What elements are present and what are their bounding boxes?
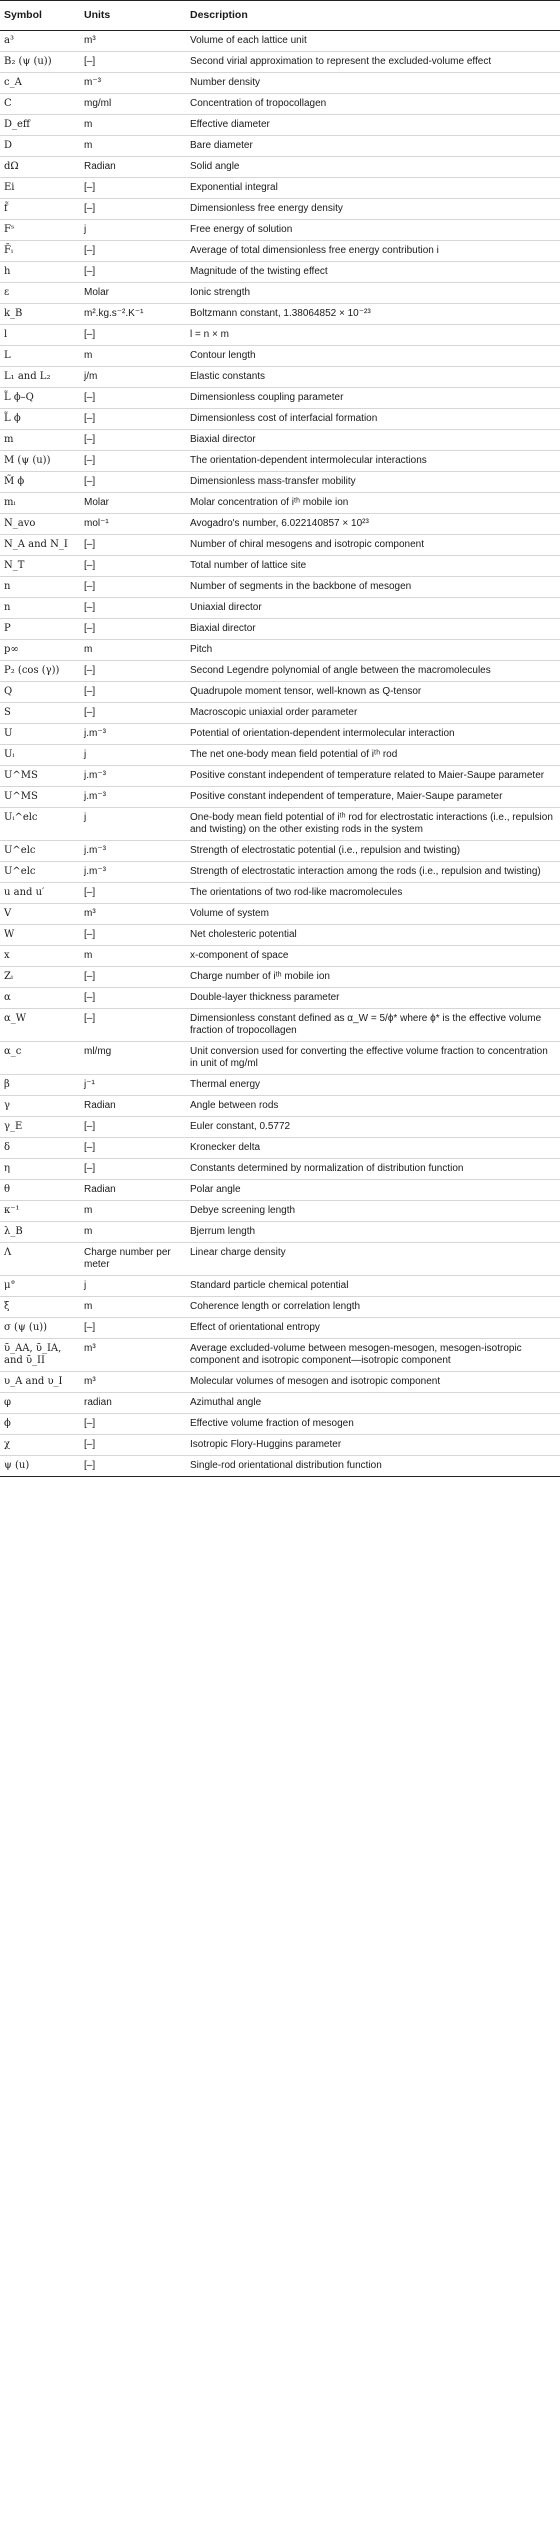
description-cell: The orientations of two rod-like macromolecules: [186, 883, 560, 904]
table-row: [0, 703, 560, 724]
units-cell: [–]: [80, 52, 186, 73]
description-cell: Concentration of tropocollagen: [186, 94, 560, 115]
table-row: [0, 1042, 560, 1075]
table-row: [0, 787, 560, 808]
symbol-cell: Λ: [0, 1243, 80, 1276]
table-row: [0, 31, 560, 52]
symbol-cell: U^elc: [0, 841, 80, 862]
symbol-cell: ε: [0, 283, 80, 304]
description-cell: Second Legendre polynomial of angle between the macromolecules: [186, 661, 560, 682]
units-cell: radian: [80, 1393, 186, 1414]
symbol-cell: h: [0, 262, 80, 283]
table-row: [0, 1222, 560, 1243]
symbol-cell: n: [0, 598, 80, 619]
symbol-cell: Zᵢ: [0, 967, 80, 988]
table-row: [0, 1456, 560, 1477]
description-cell: Elastic constants: [186, 367, 560, 388]
description-cell: Single-rod orientational distribution function: [186, 1456, 560, 1477]
table-row: [0, 346, 560, 367]
symbol-cell: D_eff: [0, 115, 80, 136]
units-cell: mg/ml: [80, 94, 186, 115]
table-row: [0, 472, 560, 493]
units-cell: [–]: [80, 682, 186, 703]
units-cell: [–]: [80, 925, 186, 946]
symbol-cell: ῡ_AA, ῡ_IA, and ῡ_II: [0, 1339, 80, 1372]
units-cell: m: [80, 640, 186, 661]
description-cell: Volume of each lattice unit: [186, 31, 560, 52]
table-row: [0, 367, 560, 388]
units-cell: m³: [80, 904, 186, 925]
symbol-cell: Ei: [0, 178, 80, 199]
symbol-cell: Uᵢ: [0, 745, 80, 766]
symbol-cell: κ⁻¹: [0, 1201, 80, 1222]
description-cell: The orientation-dependent intermolecular interactions: [186, 451, 560, 472]
header-description: Description: [186, 1, 560, 31]
table-row: [0, 640, 560, 661]
symbol-cell: W: [0, 925, 80, 946]
units-cell: [–]: [80, 535, 186, 556]
units-cell: ml/mg: [80, 1042, 186, 1075]
symbol-cell: F̄ᵢ: [0, 241, 80, 262]
table-row: [0, 988, 560, 1009]
table-row: [0, 1339, 560, 1372]
table-row: [0, 661, 560, 682]
table-row: [0, 808, 560, 841]
symbol-cell: γ: [0, 1096, 80, 1117]
table-row: [0, 157, 560, 178]
symbol-cell: a³: [0, 31, 80, 52]
symbol-cell: α_c: [0, 1042, 80, 1075]
description-cell: Bjerrum length: [186, 1222, 560, 1243]
units-cell: [–]: [80, 451, 186, 472]
symbol-cell: Q: [0, 682, 80, 703]
table-row: [0, 883, 560, 904]
table-row: [0, 115, 560, 136]
description-cell: Number of chiral mesogens and isotropic component: [186, 535, 560, 556]
units-cell: [–]: [80, 1456, 186, 1477]
symbol-cell: f̃: [0, 199, 80, 220]
units-cell: j⁻¹: [80, 1075, 186, 1096]
units-cell: [–]: [80, 1414, 186, 1435]
description-cell: Second virial approximation to represent the excluded-volume effect: [186, 52, 560, 73]
description-cell: Isotropic Flory-Huggins parameter: [186, 1435, 560, 1456]
table-row: [0, 1435, 560, 1456]
units-cell: Molar: [80, 283, 186, 304]
symbol-cell: η: [0, 1159, 80, 1180]
symbol-cell: U: [0, 724, 80, 745]
table-row: [0, 94, 560, 115]
symbol-cell: C: [0, 94, 80, 115]
symbol-cell: θ: [0, 1180, 80, 1201]
description-cell: Positive constant independent of temperature related to Maier-Saupe parameter: [186, 766, 560, 787]
units-cell: [–]: [80, 409, 186, 430]
symbol-cell: L̃ ϕ: [0, 409, 80, 430]
units-cell: j.m⁻³: [80, 841, 186, 862]
description-cell: Constants determined by normalization of distribution function: [186, 1159, 560, 1180]
description-cell: Free energy of solution: [186, 220, 560, 241]
description-cell: Polar angle: [186, 1180, 560, 1201]
units-cell: [–]: [80, 430, 186, 451]
symbol-cell: c_A: [0, 73, 80, 94]
table-row: [0, 1276, 560, 1297]
symbol-cell: dΩ: [0, 157, 80, 178]
units-cell: [–]: [80, 1138, 186, 1159]
symbol-cell: N_A and N_I: [0, 535, 80, 556]
units-cell: m: [80, 1222, 186, 1243]
table-row: [0, 283, 560, 304]
units-cell: j.m⁻³: [80, 787, 186, 808]
units-cell: [–]: [80, 619, 186, 640]
units-cell: [–]: [80, 325, 186, 346]
table-row: [0, 199, 560, 220]
units-cell: Molar: [80, 493, 186, 514]
description-cell: Azimuthal angle: [186, 1393, 560, 1414]
units-cell: [–]: [80, 967, 186, 988]
table-row: [0, 724, 560, 745]
symbol-cell: x: [0, 946, 80, 967]
description-cell: Thermal energy: [186, 1075, 560, 1096]
description-cell: Potential of orientation-dependent intermolecular interaction: [186, 724, 560, 745]
units-cell: [–]: [80, 1117, 186, 1138]
table-row: [0, 1393, 560, 1414]
table-row: [0, 514, 560, 535]
symbol-cell: V: [0, 904, 80, 925]
units-cell: [–]: [80, 988, 186, 1009]
table-row: [0, 262, 560, 283]
symbol-cell: L₁ and L₂: [0, 367, 80, 388]
units-cell: [–]: [80, 262, 186, 283]
description-cell: Euler constant, 0.5772: [186, 1117, 560, 1138]
table-row: [0, 325, 560, 346]
units-cell: [–]: [80, 598, 186, 619]
units-cell: m: [80, 1297, 186, 1318]
description-cell: Number density: [186, 73, 560, 94]
symbol-cell: L: [0, 346, 80, 367]
description-cell: Magnitude of the twisting effect: [186, 262, 560, 283]
description-cell: Macroscopic uniaxial order parameter: [186, 703, 560, 724]
symbol-cell: U^elc: [0, 862, 80, 883]
units-cell: [–]: [80, 241, 186, 262]
description-cell: Strength of electrostatic interaction among the rods (i.e., repulsion and twisting): [186, 862, 560, 883]
table-row: [0, 1096, 560, 1117]
table-row: [0, 1159, 560, 1180]
units-cell: [–]: [80, 1009, 186, 1042]
symbol-cell: M (ψ (u)): [0, 451, 80, 472]
description-cell: Total number of lattice site: [186, 556, 560, 577]
units-cell: m: [80, 346, 186, 367]
table-row: [0, 1318, 560, 1339]
units-cell: mol⁻¹: [80, 514, 186, 535]
table-row: [0, 682, 560, 703]
units-cell: m: [80, 136, 186, 157]
symbol-cell: σ (ψ (u)): [0, 1318, 80, 1339]
table-row: [0, 220, 560, 241]
table-row: [0, 1243, 560, 1276]
description-cell: Average excluded-volume between mesogen-mesogen, mesogen-isotropic component and isotropic component—isotropic component: [186, 1339, 560, 1372]
description-cell: Effective volume fraction of mesogen: [186, 1414, 560, 1435]
table-row: [0, 745, 560, 766]
symbol-cell: U^MS: [0, 766, 80, 787]
units-cell: j: [80, 745, 186, 766]
units-cell: j.m⁻³: [80, 766, 186, 787]
description-cell: Unit conversion used for converting the effective volume fraction to concentration in unit of mg/ml: [186, 1042, 560, 1075]
description-cell: Molar concentration of iᵗʰ mobile ion: [186, 493, 560, 514]
description-cell: Kronecker delta: [186, 1138, 560, 1159]
units-cell: j/m: [80, 367, 186, 388]
units-cell: [–]: [80, 661, 186, 682]
symbol-cell: N_T: [0, 556, 80, 577]
table-row: [0, 493, 560, 514]
table-row: [0, 577, 560, 598]
units-cell: m³: [80, 31, 186, 52]
symbol-cell: μ°: [0, 1276, 80, 1297]
description-cell: Double-layer thickness parameter: [186, 988, 560, 1009]
symbol-cell: α_W: [0, 1009, 80, 1042]
description-cell: Dimensionless free energy density: [186, 199, 560, 220]
table-row: [0, 598, 560, 619]
description-cell: Effective diameter: [186, 115, 560, 136]
units-cell: Radian: [80, 1180, 186, 1201]
symbol-cell: P: [0, 619, 80, 640]
units-cell: m³: [80, 1372, 186, 1393]
description-cell: Dimensionless cost of interfacial formation: [186, 409, 560, 430]
description-cell: Linear charge density: [186, 1243, 560, 1276]
description-cell: Ionic strength: [186, 283, 560, 304]
units-cell: m: [80, 946, 186, 967]
description-cell: l = n × m: [186, 325, 560, 346]
table-header-row: [0, 1, 560, 31]
table-row: [0, 946, 560, 967]
symbol-cell: L̃ ϕ–Q: [0, 388, 80, 409]
symbol-cell: ξ: [0, 1297, 80, 1318]
table-row: [0, 556, 560, 577]
symbol-cell: β: [0, 1075, 80, 1096]
description-cell: Dimensionless constant defined as α_W = 5/ϕ* where ϕ* is the effective volume fraction of tropocollagen: [186, 1009, 560, 1042]
symbol-cell: n: [0, 577, 80, 598]
units-cell: [–]: [80, 199, 186, 220]
description-cell: Number of segments in the backbone of mesogen: [186, 577, 560, 598]
description-cell: Exponential integral: [186, 178, 560, 199]
table-row: [0, 73, 560, 94]
description-cell: Dimensionless mass-transfer mobility: [186, 472, 560, 493]
units-cell: [–]: [80, 703, 186, 724]
description-cell: Angle between rods: [186, 1096, 560, 1117]
header-units: Units: [80, 1, 186, 31]
units-cell: m: [80, 1201, 186, 1222]
units-cell: m: [80, 115, 186, 136]
table-row: [0, 841, 560, 862]
units-cell: [–]: [80, 1318, 186, 1339]
units-cell: [–]: [80, 1435, 186, 1456]
description-cell: Boltzmann constant, 1.38064852 × 10⁻²³: [186, 304, 560, 325]
table-row: [0, 904, 560, 925]
table-row: [0, 535, 560, 556]
table-row: [0, 1138, 560, 1159]
description-cell: Contour length: [186, 346, 560, 367]
symbol-cell: u and u′: [0, 883, 80, 904]
description-cell: One-body mean field potential of iᵗʰ rod for electrostatic interactions (i.e., repulsion and twisting) on the other existing rods in the system: [186, 808, 560, 841]
units-cell: j: [80, 1276, 186, 1297]
table-row: [0, 1117, 560, 1138]
units-cell: j.m⁻³: [80, 862, 186, 883]
units-cell: [–]: [80, 556, 186, 577]
symbol-cell: N_avo: [0, 514, 80, 535]
description-cell: Strength of electrostatic potential (i.e., repulsion and twisting): [186, 841, 560, 862]
units-cell: m².kg.s⁻².K⁻¹: [80, 304, 186, 325]
description-cell: Net cholesteric potential: [186, 925, 560, 946]
units-cell: Radian: [80, 1096, 186, 1117]
table-row: [0, 1009, 560, 1042]
description-cell: Biaxial director: [186, 619, 560, 640]
table-row: [0, 1414, 560, 1435]
table-row: [0, 52, 560, 73]
symbol-cell: γ_E: [0, 1117, 80, 1138]
description-cell: Biaxial director: [186, 430, 560, 451]
table-row: [0, 925, 560, 946]
table-row: [0, 967, 560, 988]
table-row: [0, 862, 560, 883]
description-cell: Pitch: [186, 640, 560, 661]
symbol-cell: k_B: [0, 304, 80, 325]
header-symbol: Symbol: [0, 1, 80, 31]
symbol-cell: p∞: [0, 640, 80, 661]
units-cell: [–]: [80, 178, 186, 199]
symbol-cell: U^MS: [0, 787, 80, 808]
symbol-cell: ϕ: [0, 1414, 80, 1435]
table-row: [0, 619, 560, 640]
description-cell: Avogadro's number, 6.022140857 × 10²³: [186, 514, 560, 535]
table-row: [0, 1297, 560, 1318]
table-row: [0, 1075, 560, 1096]
description-cell: Volume of system: [186, 904, 560, 925]
units-cell: [–]: [80, 1159, 186, 1180]
description-cell: Solid angle: [186, 157, 560, 178]
description-cell: Quadrupole moment tensor, well-known as Q-tensor: [186, 682, 560, 703]
description-cell: Coherence length or correlation length: [186, 1297, 560, 1318]
symbol-cell: α: [0, 988, 80, 1009]
description-cell: Molecular volumes of mesogen and isotropic component: [186, 1372, 560, 1393]
units-cell: j: [80, 808, 186, 841]
symbol-cell: χ: [0, 1435, 80, 1456]
table-row: [0, 388, 560, 409]
units-cell: Radian: [80, 157, 186, 178]
symbol-cell: M̃ ϕ: [0, 472, 80, 493]
table-row: [0, 304, 560, 325]
table-row: [0, 1180, 560, 1201]
description-cell: Positive constant independent of temperature, Maier-Saupe parameter: [186, 787, 560, 808]
units-cell: m⁻³: [80, 73, 186, 94]
symbol-cell: Uᵢ^elc: [0, 808, 80, 841]
symbol-cell: S: [0, 703, 80, 724]
units-cell: Charge number per meter: [80, 1243, 186, 1276]
table-row: [0, 1201, 560, 1222]
description-cell: Charge number of iᵗʰ mobile ion: [186, 967, 560, 988]
description-cell: Effect of orientational entropy: [186, 1318, 560, 1339]
table-row: [0, 409, 560, 430]
units-cell: [–]: [80, 388, 186, 409]
symbol-cell: φ: [0, 1393, 80, 1414]
units-cell: m³: [80, 1339, 186, 1372]
table-row: [0, 136, 560, 157]
units-cell: [–]: [80, 472, 186, 493]
symbol-cell: mᵢ: [0, 493, 80, 514]
symbol-cell: λ_B: [0, 1222, 80, 1243]
description-cell: Debye screening length: [186, 1201, 560, 1222]
table-row: [0, 766, 560, 787]
description-cell: x-component of space: [186, 946, 560, 967]
description-cell: The net one-body mean field potential of iᵗʰ rod: [186, 745, 560, 766]
table-row: [0, 241, 560, 262]
description-cell: Average of total dimensionless free energy contribution i: [186, 241, 560, 262]
symbol-cell: ψ (u): [0, 1456, 80, 1477]
table-body: [0, 31, 560, 1477]
table-row: [0, 451, 560, 472]
table-row: [0, 430, 560, 451]
symbol-cell: υ_A and υ_I: [0, 1372, 80, 1393]
units-cell: j: [80, 220, 186, 241]
symbol-cell: m: [0, 430, 80, 451]
units-cell: [–]: [80, 577, 186, 598]
description-cell: Standard particle chemical potential: [186, 1276, 560, 1297]
symbol-cell: B₂ (ψ (u)): [0, 52, 80, 73]
table-row: [0, 178, 560, 199]
symbol-cell: Fˢ: [0, 220, 80, 241]
symbol-cell: P₂ (cos (γ)): [0, 661, 80, 682]
description-cell: Bare diameter: [186, 136, 560, 157]
units-cell: [–]: [80, 883, 186, 904]
description-cell: Dimensionless coupling parameter: [186, 388, 560, 409]
units-cell: j.m⁻³: [80, 724, 186, 745]
symbol-cell: δ: [0, 1138, 80, 1159]
table-row: [0, 1372, 560, 1393]
symbol-cell: l: [0, 325, 80, 346]
description-cell: Uniaxial director: [186, 598, 560, 619]
symbol-cell: D: [0, 136, 80, 157]
